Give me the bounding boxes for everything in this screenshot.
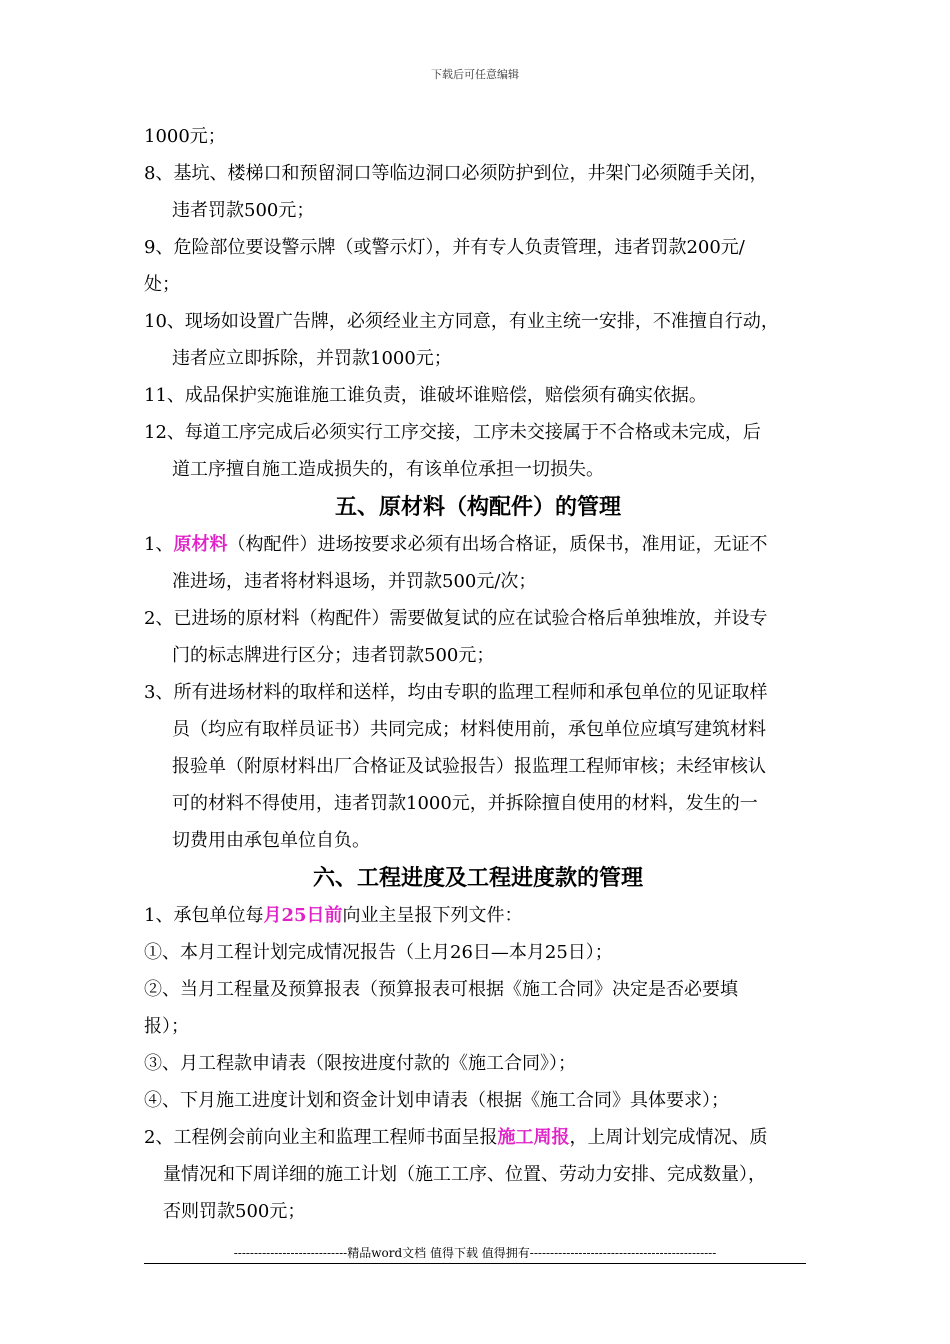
document-body bbox=[144, 118, 812, 1230]
highlighted-term: 施工周报 bbox=[497, 1127, 570, 1148]
item-text: 2、工程例会前向业主和监理工程师书面呈报 bbox=[144, 1127, 498, 1148]
list-item bbox=[144, 897, 812, 934]
list-item: 3、所有进场材料的取样和送样，均由专职的监理工程师和承包单位的见证取样 bbox=[144, 682, 768, 703]
list-item: 2、已进场的原材料（构配件）需要做复试的应在试验合格后单独堆放，并设专 bbox=[144, 608, 768, 629]
sub-item: ①、本月工程计划完成情况报告（上月26日—本月25日）； bbox=[144, 942, 613, 963]
list-item-continuation: 违者应立即拆除，并罚款1000元； bbox=[172, 348, 452, 369]
list-item bbox=[144, 526, 812, 563]
list-item-continuation: 报验单（附原材料出厂合格证及试验报告）报监理工程师审核；未经审核认 bbox=[172, 756, 766, 777]
sub-item-continuation: 报）； bbox=[144, 1016, 189, 1037]
list-item-continuation: 准进场，违者将材料退场，并罚款500元/次； bbox=[172, 571, 537, 592]
sub-item: ③、月工程款申请表（限按进度付款的《施工合同》）； bbox=[144, 1053, 576, 1074]
footer-rule bbox=[144, 1263, 806, 1264]
highlighted-term: 月25日前 bbox=[263, 905, 343, 926]
section-heading-materials: 五、原材料（构配件）的管理 bbox=[334, 494, 621, 520]
page-header: 下载后可任意编辑 bbox=[431, 68, 519, 81]
list-item-continuation: 员（均应有取样员证书）共同完成；材料使用前，承包单位应填写建筑材料 bbox=[172, 719, 766, 740]
highlighted-term: 原材料 bbox=[173, 534, 228, 555]
list-item: 8、基坑、楼梯口和预留洞口等临边洞口必须防护到位，井架门必须随手关闭， bbox=[144, 163, 768, 184]
list-item-continuation: 门的标志牌进行区分；违者罚款500元； bbox=[172, 645, 495, 666]
list-item-continuation: 违者罚款500元； bbox=[172, 200, 315, 221]
list-item: 9、危险部位要设警示牌（或警示灯），并有专人负责管理，违者罚款200元/ bbox=[144, 237, 745, 258]
paragraph: 1000元； bbox=[144, 126, 226, 147]
section-heading-progress: 六、工程进度及工程进度款的管理 bbox=[312, 865, 643, 891]
list-item: 10、现场如设置广告牌，必须经业主方同意，有业主统一安排，不准擅自行动， bbox=[144, 311, 779, 332]
list-item-continuation: 切费用由承包单位自负。 bbox=[172, 830, 370, 851]
item-number: 1、 bbox=[144, 534, 174, 555]
sub-item: ④、下月施工进度计划和资金计划申请表（根据《施工合同》具体要求）； bbox=[144, 1090, 729, 1111]
list-item-continuation: 否则罚款500元； bbox=[163, 1201, 306, 1222]
list-item-continuation: 处； bbox=[144, 274, 180, 295]
list-item: 12、每道工序完成后必须实行工序交接，工序未交接属于不合格或未完成，后 bbox=[144, 422, 761, 443]
list-item-continuation: 量情况和下周详细的施工计划（施工工序、位置、劳动力安排、完成数量）， bbox=[163, 1164, 766, 1185]
list-item-continuation: 道工序擅自施工造成损失的，有该单位承担一切损失。 bbox=[172, 459, 604, 480]
sub-item: ②、当月工程量及预算报表（预算报表可根据《施工合同》决定是否必要填 bbox=[144, 979, 738, 1000]
list-item bbox=[144, 1119, 812, 1156]
item-text: 向业主呈报下列文件： bbox=[342, 905, 523, 926]
item-text: 1、承包单位每 bbox=[144, 905, 264, 926]
item-text: （构配件）进场按要求必须有出场合格证，质保书，准用证，无证不 bbox=[227, 534, 768, 555]
list-item-continuation: 可的材料不得使用，违者罚款1000元，并拆除擅自使用的材料，发生的一 bbox=[172, 793, 758, 814]
item-text: ，上周计划完成情况、质 bbox=[569, 1127, 768, 1148]
page-footer: ----------------------------精品word文档 值得下载 值得拥有---------------------------------------------- bbox=[233, 1246, 717, 1260]
list-item: 11、成品保护实施谁施工谁负责，谁破坏谁赔偿，赔偿须有确实依据。 bbox=[144, 385, 707, 406]
